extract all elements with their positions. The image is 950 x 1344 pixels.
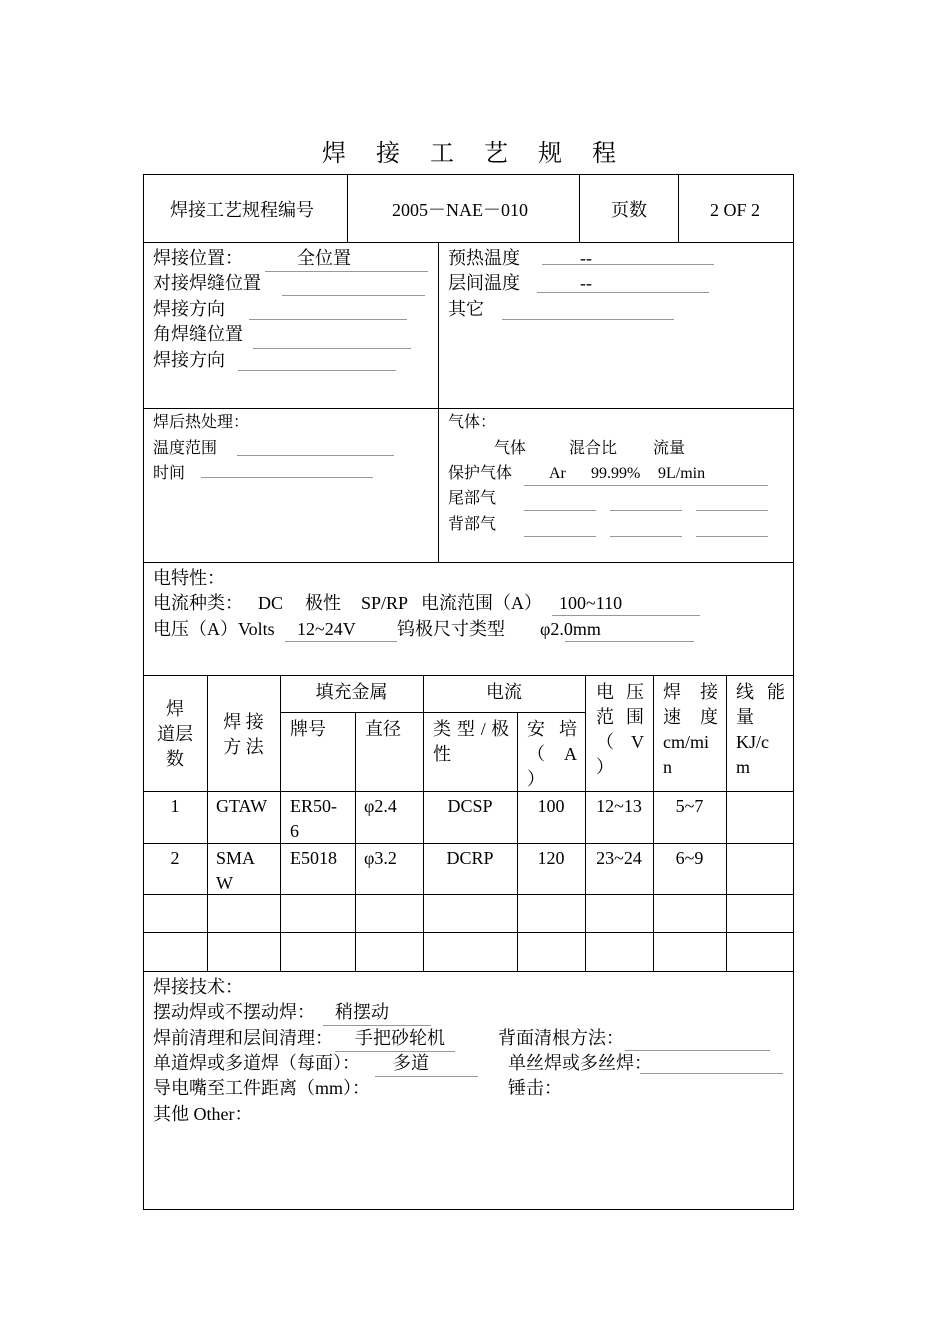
underline <box>696 510 768 511</box>
technique-other-label: 其他 Other： <box>153 1104 253 1124</box>
cell-volt: 23~24 <box>596 848 642 868</box>
col-header-amp-line: 安 培 <box>527 719 577 739</box>
voltage-label: 电压（A）Volts <box>153 619 275 639</box>
wps-number-value: 2005－NAE－010 <box>392 200 528 220</box>
trailing-gas-label: 尾部气 <box>448 490 497 507</box>
divider <box>347 174 348 243</box>
col-header-type-line: 类 型 / 极 <box>433 719 509 739</box>
direction2-label: 焊接方向 <box>153 350 225 370</box>
shield-gas-value: Ar <box>549 465 566 482</box>
underline <box>249 319 407 320</box>
divider <box>678 174 679 243</box>
temp-range-label: 温度范围 <box>153 440 218 457</box>
divider <box>143 675 794 676</box>
underline <box>640 1073 783 1074</box>
col-header-dia: 直径 <box>365 719 401 739</box>
polarity-label: 极性 <box>305 593 341 613</box>
col-header-heat-line: KJ/c <box>736 732 769 752</box>
underline <box>237 455 394 456</box>
preheat-value: -- <box>580 248 592 268</box>
interpass-label: 层间温度 <box>448 273 520 293</box>
underline <box>537 292 709 293</box>
underline <box>524 536 596 537</box>
divider <box>423 675 424 971</box>
ctwd-label: 导电嘴至工件距离（mm）： <box>153 1078 371 1098</box>
cell-volt: 12~13 <box>596 796 642 816</box>
current-type-label: 电流种类： <box>153 593 243 613</box>
col-header-speed-line: cm/mi <box>663 732 709 752</box>
underline <box>565 641 694 642</box>
underline <box>375 1076 478 1077</box>
underline <box>610 510 682 511</box>
cell-dia: φ3.2 <box>364 848 397 868</box>
underline <box>542 264 714 265</box>
underline <box>610 536 682 537</box>
underline <box>625 1050 770 1051</box>
divider <box>143 562 794 563</box>
col-header-heat-line: m <box>736 757 751 777</box>
col-header-speed-line: 速 度 <box>663 707 718 727</box>
gas-col-mix: 混合比 <box>569 440 618 457</box>
wps-number-label: 焊接工艺规程编号 <box>170 200 314 220</box>
col-header-method <box>207 710 280 760</box>
divider <box>143 932 794 933</box>
page-label: 页数 <box>611 200 647 220</box>
col-header-volt-line: 电 压 <box>596 682 644 702</box>
technique-label: 焊接技术： <box>153 977 243 997</box>
polarity-value: SP/RP <box>361 593 409 613</box>
cleaning-label: 焊前清理和层间清理： <box>153 1028 333 1048</box>
col-header-current: 电流 <box>486 682 522 702</box>
col-header-pass-line: 道层 <box>157 724 193 744</box>
col-header-type-line: 性 <box>433 744 451 764</box>
col-header-filler: 填充金属 <box>315 682 388 702</box>
cell-speed: 5~7 <box>675 796 704 816</box>
col-header-type <box>433 717 509 767</box>
gas-label: 气体： <box>448 414 497 431</box>
cell-method: GTAW <box>216 796 268 816</box>
shield-gas-label: 保护气体 <box>448 465 513 482</box>
tungsten-label: 钨极尺寸类型 <box>397 619 505 639</box>
other-label: 其它 <box>448 299 484 319</box>
electrical-label: 电特性： <box>153 568 225 588</box>
col-header-speed <box>663 680 718 780</box>
cell-brand: ER50-6 <box>290 796 337 841</box>
cleaning-value: 手把砂轮机 <box>355 1028 445 1048</box>
divider <box>143 971 794 972</box>
col-header-volt <box>596 680 644 780</box>
divider <box>143 408 794 409</box>
divider <box>653 675 654 971</box>
underline <box>238 370 396 371</box>
col-header-brand: 牌号 <box>290 719 326 739</box>
weave-value: 稍摆动 <box>335 1002 389 1022</box>
col-header-method-line: 焊 接 <box>223 712 264 732</box>
col-header-speed-line: n <box>663 757 672 777</box>
cell-amp: 100 <box>537 796 565 816</box>
cell-speed: 6~9 <box>675 848 704 868</box>
divider <box>585 675 586 971</box>
pwht-label: 焊后热处理： <box>153 414 250 431</box>
cell-type: DCSP <box>447 796 493 816</box>
weave-label: 摆动焊或不摆动焊： <box>153 1002 315 1022</box>
tungsten-value: φ2.0mm <box>540 619 601 639</box>
col-header-method-line: 方 法 <box>223 737 264 757</box>
page-value: 2 OF 2 <box>710 200 761 220</box>
divider <box>579 174 580 243</box>
gas-col-flow: 流量 <box>653 440 686 457</box>
underline <box>552 615 700 616</box>
underline <box>524 485 768 486</box>
divider <box>438 242 439 562</box>
col-header-heat-line: 量 <box>736 707 754 727</box>
underline <box>282 295 425 296</box>
underline <box>323 1025 431 1026</box>
butt-position-label: 对接焊缝位置 <box>153 273 261 293</box>
divider <box>280 675 281 971</box>
col-header-pass-line: 数 <box>166 749 184 769</box>
interpass-value: -- <box>580 273 592 293</box>
cell-amp: 120 <box>537 848 565 868</box>
shield-flow-value: 9L/min <box>658 465 706 482</box>
underline <box>265 271 428 272</box>
voltage-value: 12~24V <box>297 619 356 639</box>
weld-position-value: 全位置 <box>297 248 351 268</box>
col-header-speed-line: 焊 接 <box>663 682 718 702</box>
underline <box>201 477 373 478</box>
divider <box>280 712 585 713</box>
backgouge-label: 背面清根方法： <box>498 1028 624 1048</box>
fillet-position-label: 角焊缝位置 <box>153 324 243 344</box>
backing-gas-label: 背部气 <box>448 516 497 533</box>
underline <box>696 536 768 537</box>
col-header-amp <box>527 717 577 792</box>
current-type-value: DC <box>258 593 284 613</box>
gas-col-gas: 气体 <box>494 440 527 457</box>
cell-brand: E5018 <box>290 848 337 868</box>
preheat-label: 预热温度 <box>448 248 520 268</box>
col-header-volt-line: （ V <box>596 732 644 752</box>
cell-type: DCRP <box>446 848 494 868</box>
multiwire-label: 单丝焊或多丝焊： <box>508 1053 652 1073</box>
underline <box>285 641 397 642</box>
col-header-heat <box>736 680 785 780</box>
col-header-pass-line: 焊 <box>166 699 184 719</box>
divider <box>143 843 794 844</box>
cell-pass: 2 <box>170 848 180 868</box>
underline <box>524 510 596 511</box>
current-range-value: 100~110 <box>559 593 623 613</box>
page-title: 焊 接 工 艺 规 程 <box>322 141 628 167</box>
divider <box>143 242 794 243</box>
col-header-pass <box>143 697 207 772</box>
multipass-value: 多道 <box>393 1053 429 1073</box>
cell-method: SMAW <box>216 848 256 893</box>
time-label: 时间 <box>153 465 186 482</box>
underline <box>502 319 674 320</box>
divider <box>143 791 794 792</box>
col-header-amp-line: ） <box>527 769 545 789</box>
direction-label: 焊接方向 <box>153 299 225 319</box>
cell-pass: 1 <box>170 796 180 816</box>
weld-position-label: 焊接位置： <box>153 248 243 268</box>
current-range-label: 电流范围（A） <box>421 593 542 613</box>
peening-label: 锤击： <box>508 1078 562 1098</box>
divider <box>726 675 727 971</box>
col-header-volt-line: 范 围 <box>596 707 644 727</box>
shield-mix-value: 99.99% <box>591 465 641 482</box>
col-header-amp-line: （ A <box>527 744 577 764</box>
col-header-heat-line: 线 能 <box>736 682 785 702</box>
underline <box>253 348 411 349</box>
col-header-volt-line: ） <box>596 757 614 777</box>
multipass-label: 单道焊或多道焊（每面）： <box>153 1053 360 1073</box>
cell-dia: φ2.4 <box>364 796 397 816</box>
